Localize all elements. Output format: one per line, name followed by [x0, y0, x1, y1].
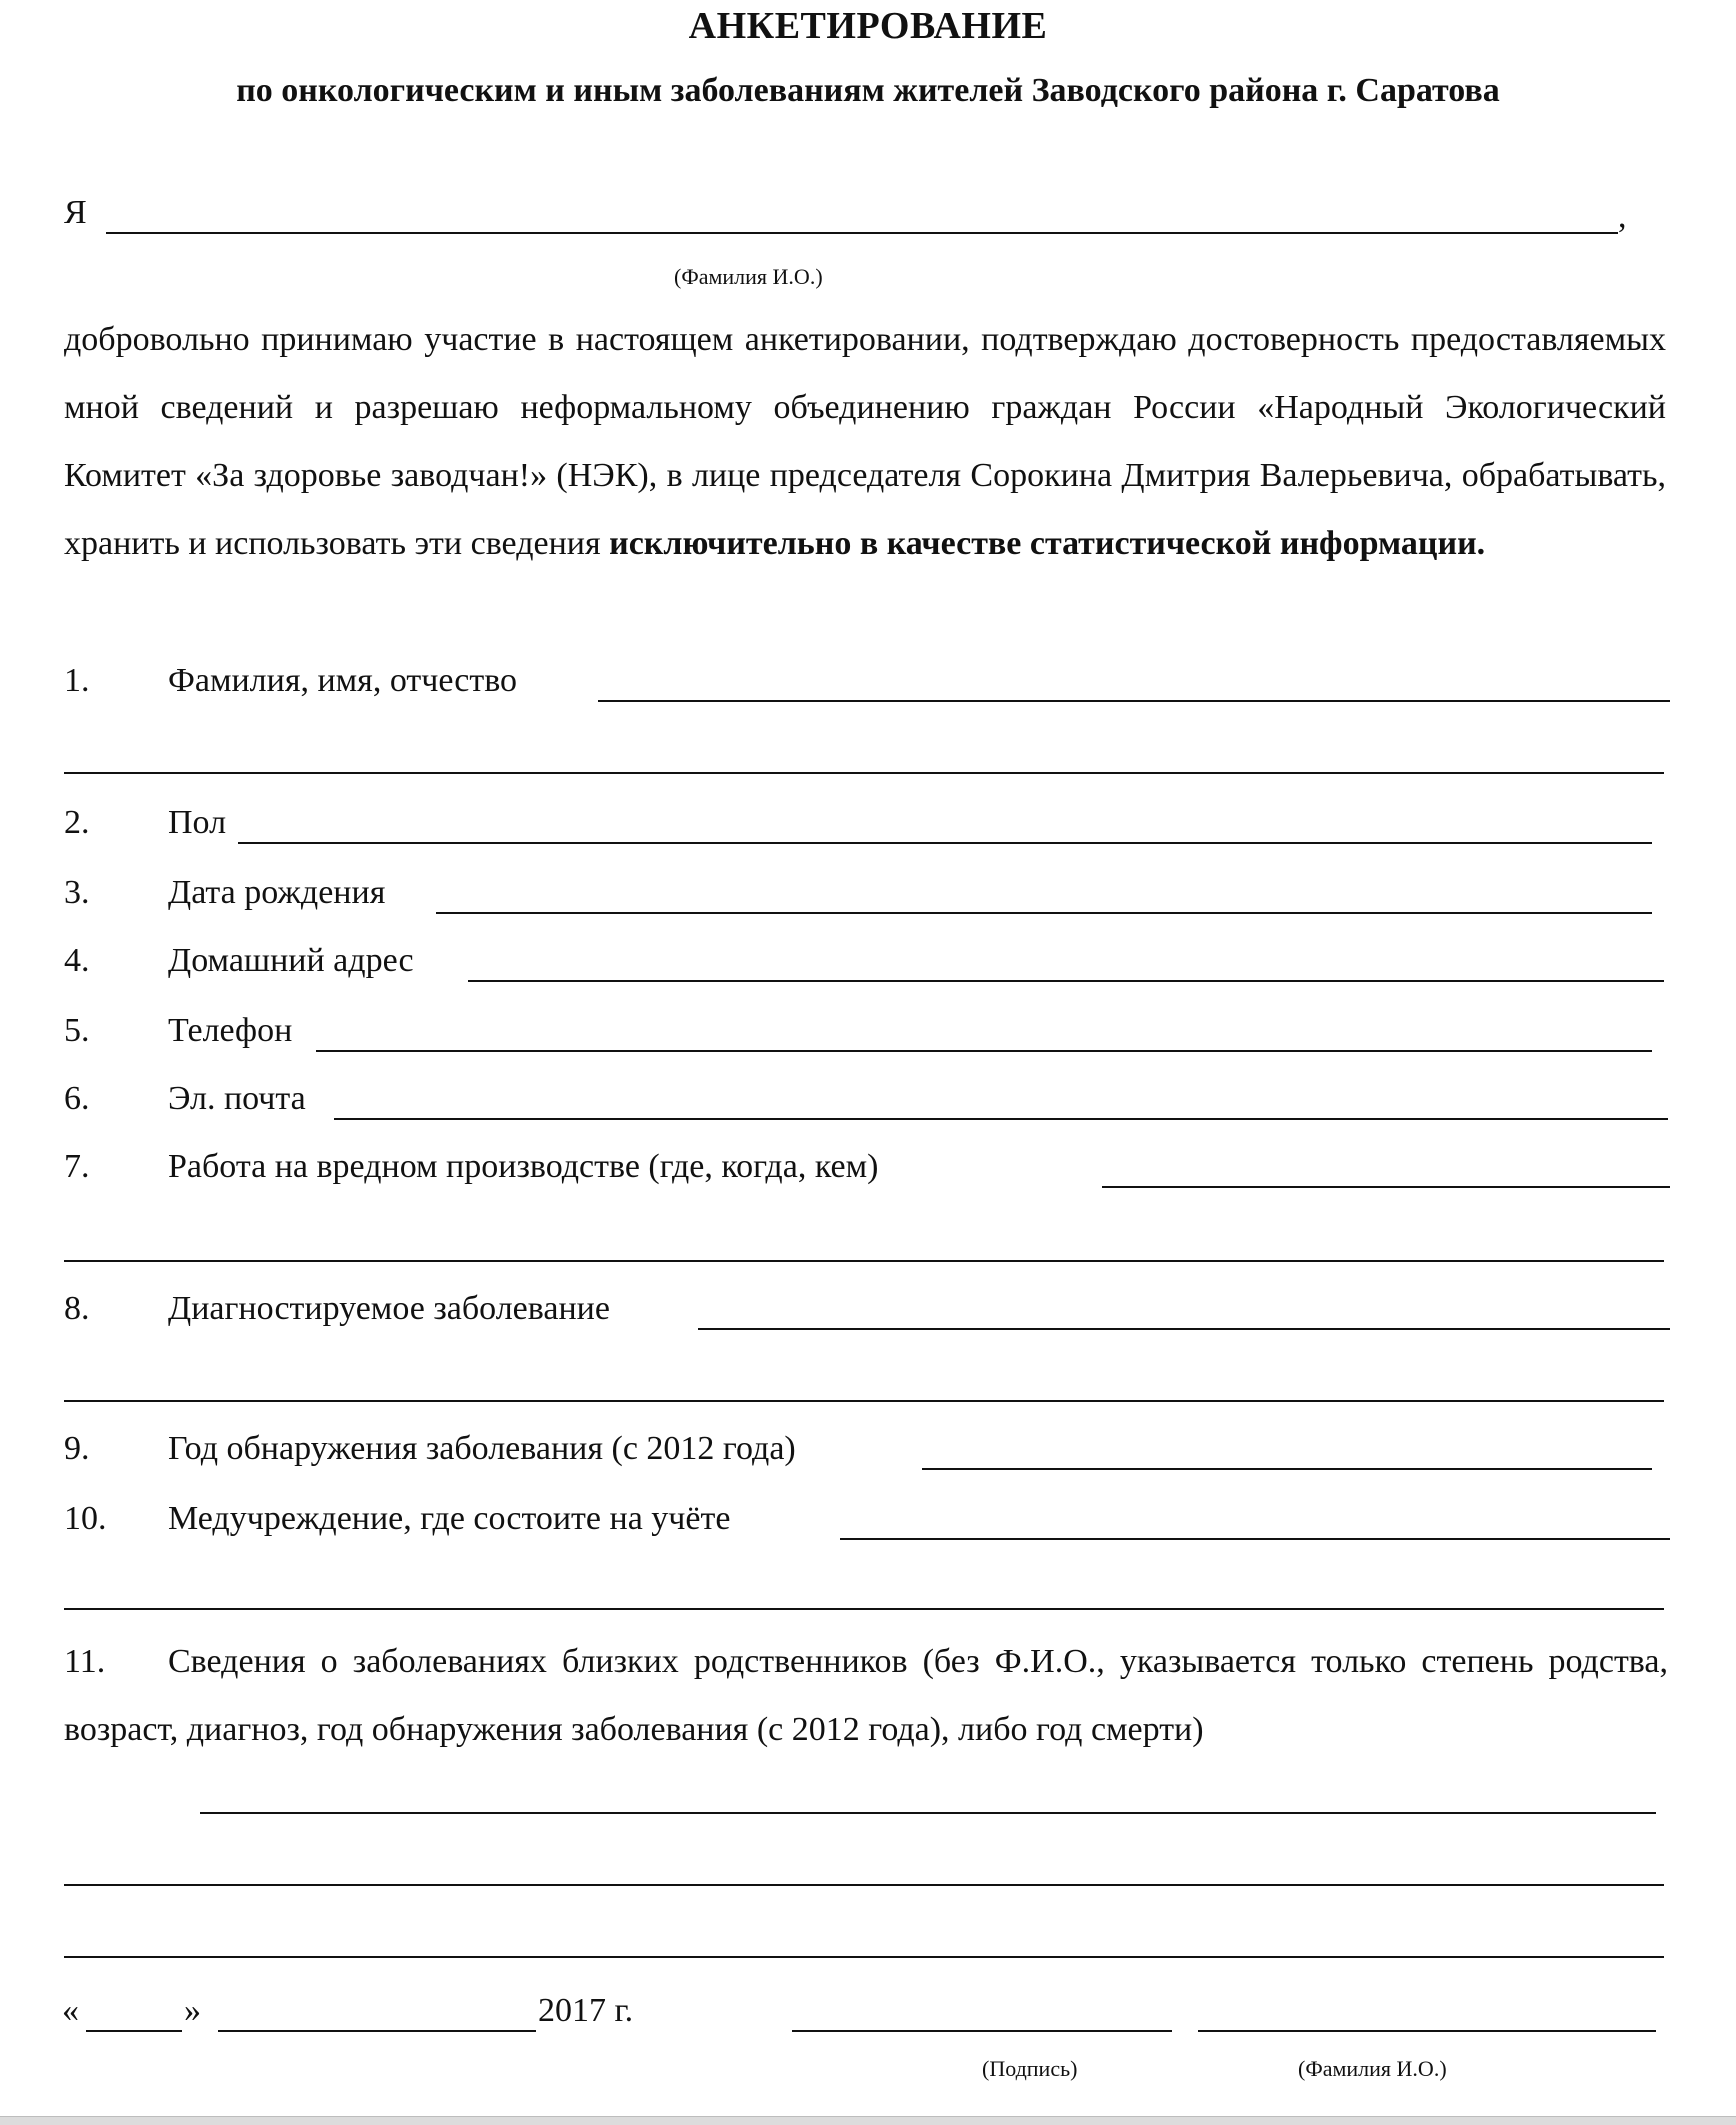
date-year: 2017 г.: [538, 1992, 634, 2029]
q8-entry-line-2[interactable]: [64, 1400, 1664, 1402]
q10-entry-line[interactable]: [840, 1538, 1670, 1540]
q3-entry-line[interactable]: [436, 912, 1652, 914]
q2-entry-line[interactable]: [238, 842, 1652, 844]
q5-number: 5.: [64, 1012, 90, 1049]
q6-label: Эл. почта: [168, 1080, 306, 1117]
q4-number: 4.: [64, 942, 90, 979]
q10-entry-line-2[interactable]: [64, 1608, 1664, 1610]
q9-entry-line[interactable]: [922, 1468, 1652, 1470]
q10-label: Медучреждение, где состоите на учёте: [168, 1500, 731, 1537]
q11-entry-line-3[interactable]: [64, 1956, 1664, 1958]
q8-label: Диагностируемое заболевание: [168, 1290, 610, 1327]
consent-bold-text: исключительно в качестве статистической информации.: [609, 525, 1486, 562]
q9-number: 9.: [64, 1430, 90, 1467]
q5-entry-line[interactable]: [316, 1050, 1652, 1052]
q2-label: Пол: [168, 804, 227, 841]
signature-fio-line[interactable]: [1198, 2030, 1656, 2032]
signature-hint: (Подпись): [982, 2056, 1078, 2081]
ya-label: Я: [64, 194, 87, 231]
q6-number: 6.: [64, 1080, 90, 1117]
document-title: АНКЕТИРОВАНИЕ: [688, 5, 1048, 47]
signature-line[interactable]: [792, 2030, 1172, 2032]
date-open-quote: «: [62, 1992, 79, 2029]
q9-label: Год обнаружения заболевания (с 2012 года): [168, 1430, 796, 1467]
q11-label: Сведения о заболеваниях близких родственников (без Ф.И.О., указывается только степень родства, возраст, диагноз, год обнаружения заболевания (с 2012 года), либо год смерти): [64, 1643, 1668, 1748]
q7-entry-line-2[interactable]: [64, 1260, 1664, 1262]
consent-text: добровольно принимаю участие в настоящем анкетировании, подтверждаю достоверность предоставляемых мной сведений и разрешаю неформальному объединению граждан России «Народный Экологический Комитет «За здоровье заводчан!» (НЭК), в лице председателя Сорокина Дмитрия Валерьевича, обрабатывать, хранить и использовать эти сведения: [64, 321, 1666, 562]
fio-hint: (Фамилия И.О.): [674, 264, 823, 289]
q3-label: Дата рождения: [168, 874, 386, 911]
q11-number: 11.: [64, 1643, 106, 1680]
page-bottom-edge: [0, 2116, 1736, 2125]
q7-number: 7.: [64, 1148, 90, 1185]
q3-number: 3.: [64, 874, 90, 911]
date-day-line[interactable]: [86, 2030, 182, 2032]
q8-entry-line[interactable]: [698, 1328, 1670, 1330]
q1-entry-line[interactable]: [598, 700, 1670, 702]
date-month-line[interactable]: [218, 2030, 536, 2032]
q6-entry-line[interactable]: [334, 1118, 1668, 1120]
q1-label: Фамилия, имя, отчество: [168, 662, 518, 699]
q10-number: 10.: [64, 1500, 107, 1537]
q4-label: Домашний адрес: [168, 942, 414, 979]
signature-fio-hint: (Фамилия И.О.): [1298, 2056, 1447, 2081]
document-subtitle: по онкологическим и иным заболеваниям жителей Заводского района г. Саратова: [236, 72, 1500, 109]
consent-paragraph: [64, 306, 1666, 578]
q11-entry-line-2[interactable]: [64, 1884, 1664, 1886]
fio-comma: ,: [1618, 198, 1627, 235]
q7-label: Работа на вредном производстве (где, когда, кем): [168, 1148, 879, 1185]
q4-entry-line[interactable]: [468, 980, 1664, 982]
q11-block: [64, 1628, 1668, 1764]
q11-entry-line[interactable]: [200, 1812, 1656, 1814]
q5-label: Телефон: [168, 1012, 293, 1049]
q7-entry-line[interactable]: [1102, 1186, 1670, 1188]
q1-entry-line-2[interactable]: [64, 772, 1664, 774]
q8-number: 8.: [64, 1290, 90, 1327]
date-close-quote: »: [184, 1992, 201, 2029]
q1-number: 1.: [64, 662, 90, 699]
fio-entry-line[interactable]: [106, 232, 1618, 234]
q2-number: 2.: [64, 804, 90, 841]
